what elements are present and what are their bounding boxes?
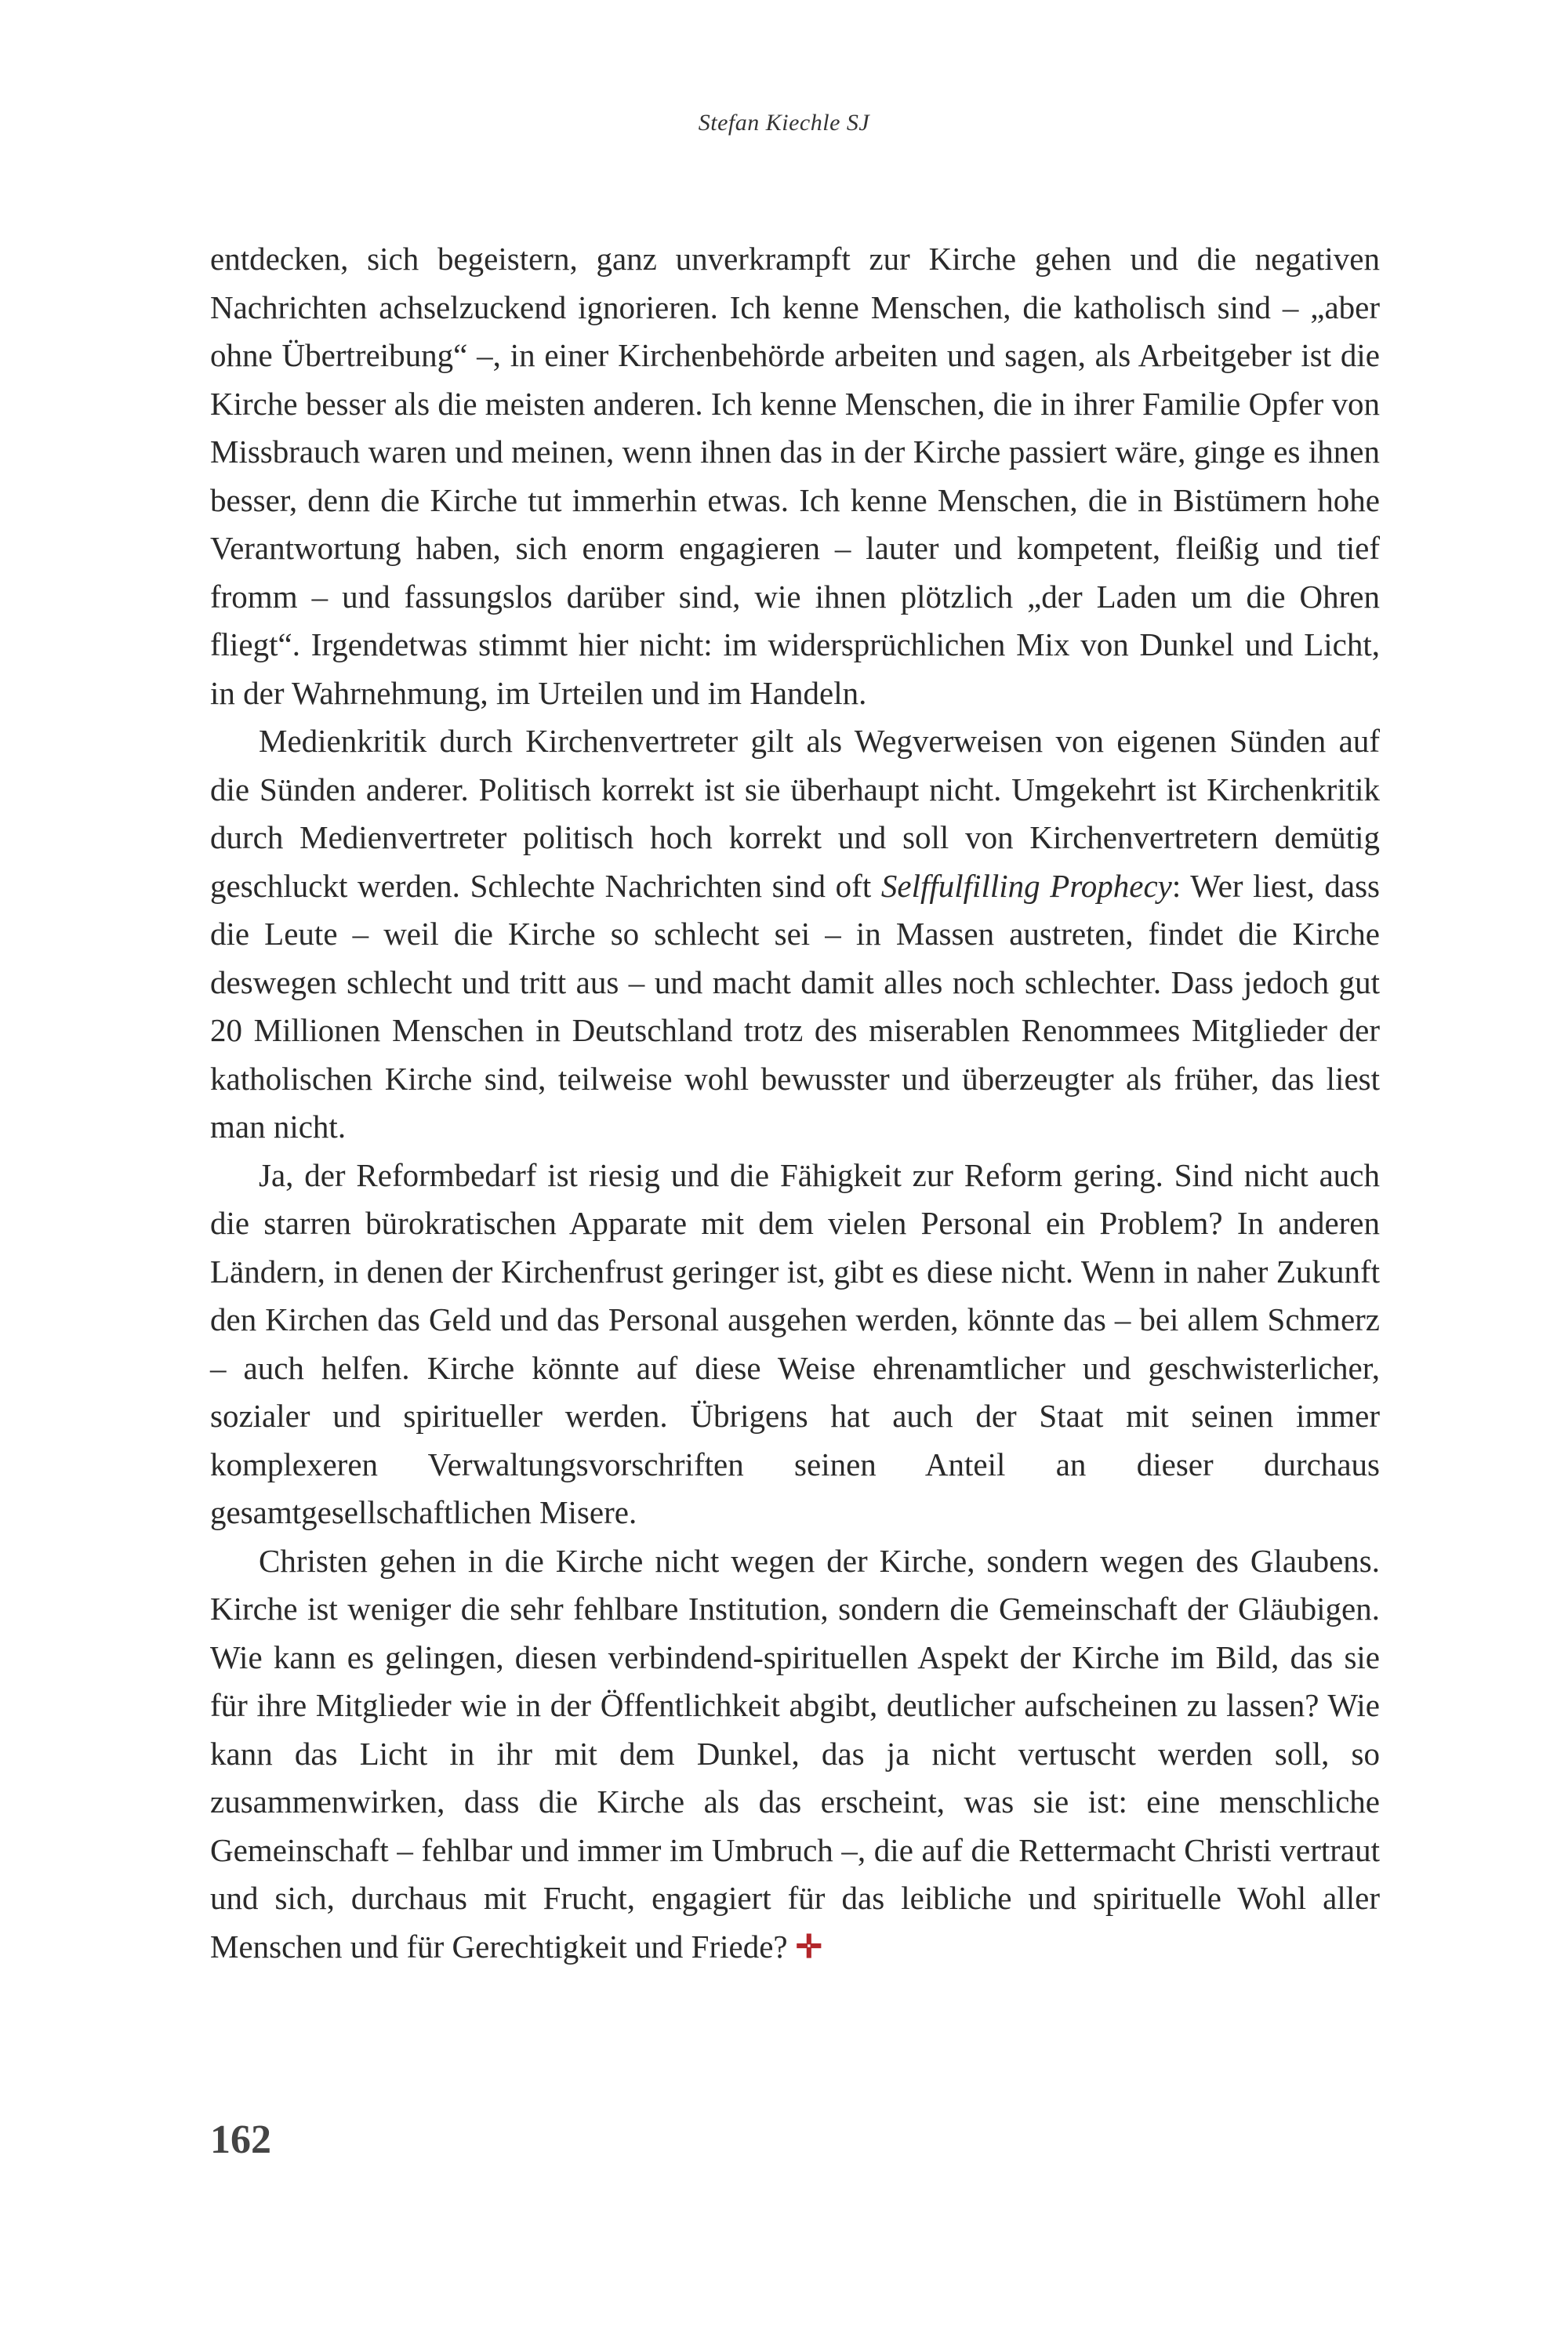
paragraph-2-text-a: Medienkritik durch Kirchenvertreter gilt als Wegverweisen von eigenen Sünden auf die Sünden anderer. Politisch korrekt ist sie überhaupt nicht. Umgekehrt ist Kirchenkritik durch Medienvertreter politisch hoch korrekt und soll von Kirchenvertretern demütig geschluckt werden. Schlechte Nachrichten sind oft: [210, 723, 1380, 904]
paragraph-2-italic-term: Selffulfilling Prophecy: [880, 867, 1172, 904]
end-cross-icon: ✛: [795, 1928, 822, 1965]
page-number: 162: [210, 2117, 271, 2162]
body-text: [210, 235, 1380, 1971]
paragraph-2-text-b: : Wer liest, dass die Leute – weil die Kirche so schlecht sei – in Massen austreten, findet die Kirche deswegen schlecht und tritt aus – und macht damit alles noch schlechter. Dass jedoch gut 20 Millionen Menschen in Deutschland trotz des miserablen Renommees Mitglieder der katholischen Kirche sind, teilweise wohl bewusster und überzeugter als früher, das liest man nicht.: [210, 867, 1381, 1145]
paragraph-4-text: Christen gehen in die Kirche nicht wegen der Kirche, sondern wegen des Glaubens. Kirche ist weniger die sehr fehlbare Institution, sondern die Gemeinschaft der Gläubigen. Wie kann es gelingen, diesen verbindend-spirituellen Aspekt der Kirche im Bild, das sie für ihre Mitglieder wie in der Öffentlichkeit abgibt, deutlicher aufscheinen zu lassen? Wie kann das Licht in ihr mit dem Dunkel, das ja nicht vertuscht werden soll, so zusammenwirken, dass die Kirche als das erscheint, was sie ist: eine menschliche Gemeinschaft – fehlbar und immer im Umbruch –, die auf die Rettermacht Christi vertraut und sich, durchaus mit Frucht, engagiert für das leibliche und spirituelle Wohl aller Menschen und für Gerechtigkeit und Friede?: [210, 1542, 1380, 1965]
paragraph-3: Ja, der Reformbedarf ist riesig und die Fähigkeit zur Reform gering. Sind nicht auch die starren bürokratischen Apparate mit dem vielen Personal ein Problem? In anderen Ländern, in denen der Kirchenfrust geringer ist, gibt es diese nicht. Wenn in naher Zukunft den Kirchen das Geld und das Personal ausgehen werden, könnte das – bei allem Schmerz – auch helfen. Kirche könnte auf diese Weise ehrenamtlicher und geschwisterlicher, sozialer und spiritueller werden. Übrigens hat auch der Staat mit seinen immer komplexeren Verwaltungsvorschriften seinen Anteil an dieser durchaus gesamtgesellschaftlichen Misere.: [210, 1156, 1380, 1530]
paragraph-2: [210, 717, 1380, 1152]
running-head-author: Stefan Kiechle SJ: [698, 110, 870, 136]
paragraph-4: [210, 1537, 1380, 1972]
paragraph-1: entdecken, sich begeistern, ganz unverkrampft zur Kirche gehen und die negativen Nachrichten achselzuckend ignorieren. Ich kenne Menschen, die katholisch sind – „aber ohne Übertreibung“ –, in einer Kirchenbehörde arbeiten und sagen, als Arbeitgeber ist die Kirche besser als die meisten anderen. Ich kenne Menschen, die in ihrer Familie Opfer von Missbrauch waren und meinen, wenn ihnen das in der Kirche passiert wäre, ginge es ihnen besser, denn die Kirche tut immerhin etwas. Ich kenne Menschen, die in Bistümern hohe Verantwortung haben, sich enorm engagieren – lauter und kompetent, fleißig und tief fromm – und fassungslos darüber sind, wie ihnen plötzlich „der Laden um die Ohren fliegt“. Irgendetwas stimmt hier nicht: im widersprüchlichen Mix von Dunkel und Licht, in der Wahrnehmung, im Urteilen und im Handeln.: [210, 241, 1380, 711]
